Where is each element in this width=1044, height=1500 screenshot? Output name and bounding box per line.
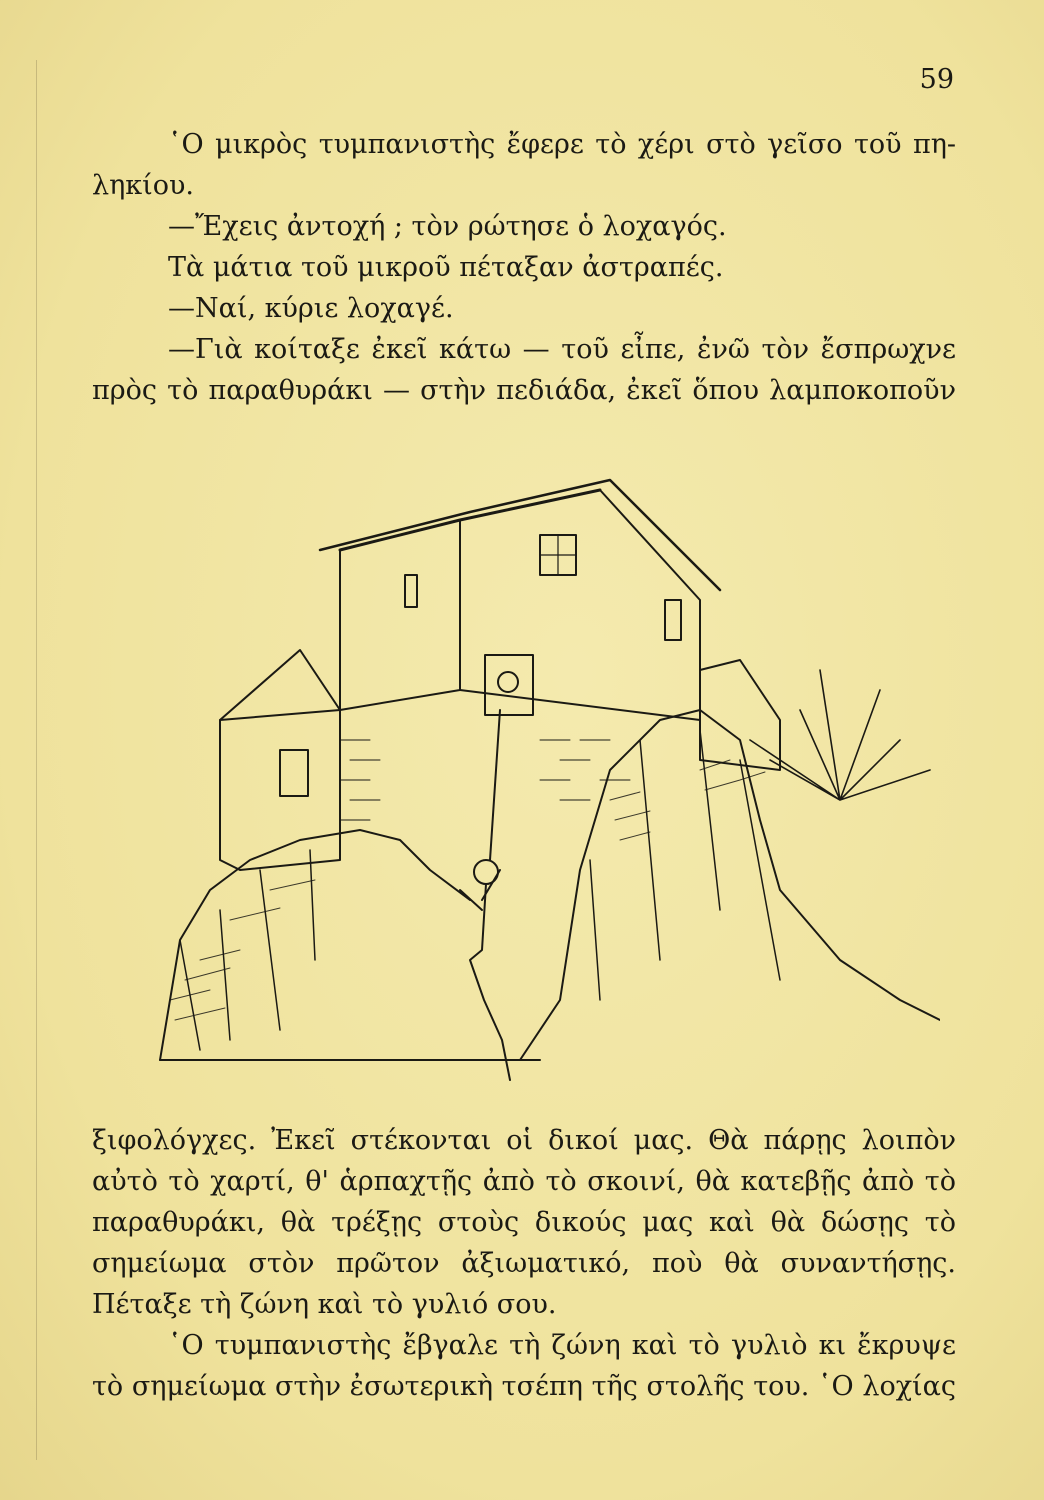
text-line: Πέταξε τὴ ζώνη καὶ τὸ γυλιό σου. [92, 1289, 557, 1320]
gutter-line [36, 60, 37, 1460]
top-text-block [92, 124, 956, 411]
text-line: σημείωμα στὸν πρῶτον ἀξιωματικό, ποὺ θὰ συναντήσῃς. [92, 1248, 956, 1279]
text-line: ῾Ο τυμπανιστὴς ἔβγαλε τὴ ζώνη καὶ τὸ γυλιὸ κι ἔκρυψε [168, 1330, 956, 1361]
page-number: 59 [919, 64, 954, 95]
text-line: —Γιὰ κοίταξε ἐκεῖ κάτω — τοῦ εἶπε, ἐνῶ τὸν ἔσπρωχνε [168, 334, 956, 365]
house-on-rock-drawing-icon [140, 440, 940, 1100]
text-line: αὐτὸ τὸ χαρτί, θ' ἁρπαχτῇς ἀπὸ τὸ σκοινί, θὰ κατεβῇς ἀπὸ τὸ [92, 1166, 956, 1197]
text-line: —Ναί, κύριε λοχαγέ. [168, 293, 454, 324]
bottom-text-block [92, 1120, 956, 1407]
text-line: πρὸς τὸ παραθυράκι — στὴν πεδιάδα, ἐκεῖ ὅπου λαμποκοποῦν [92, 375, 956, 406]
text-line: ληκίου. [92, 170, 195, 201]
text-line: —Ἔχεις ἀντοχή ; τὸν ρώτησε ὁ λοχαγός. [168, 211, 727, 242]
text-line: ξιφολόγχες. Ἐκεῖ στέκονται οἱ δικοί μας. Θὰ πάρῃς λοιπὸν [92, 1125, 956, 1156]
text-line: παραθυράκι, θὰ τρέξῃς στοὺς δικούς μας καὶ θὰ δώσῃς τὸ [92, 1207, 956, 1238]
text-line: Τὰ μάτια τοῦ μικροῦ πέταξαν ἀστραπές. [168, 252, 724, 283]
text-line: τὸ σημείωμα στὴν ἐσωτερικὴ τσέπη τῆς στολῆς του. ῾Ο λοχίας [92, 1371, 956, 1402]
text-line: ῾Ο μικρὸς τυμπανιστὴς ἔφερε τὸ χέρι στὸ γεῖσο τοῦ πη- [168, 129, 956, 160]
